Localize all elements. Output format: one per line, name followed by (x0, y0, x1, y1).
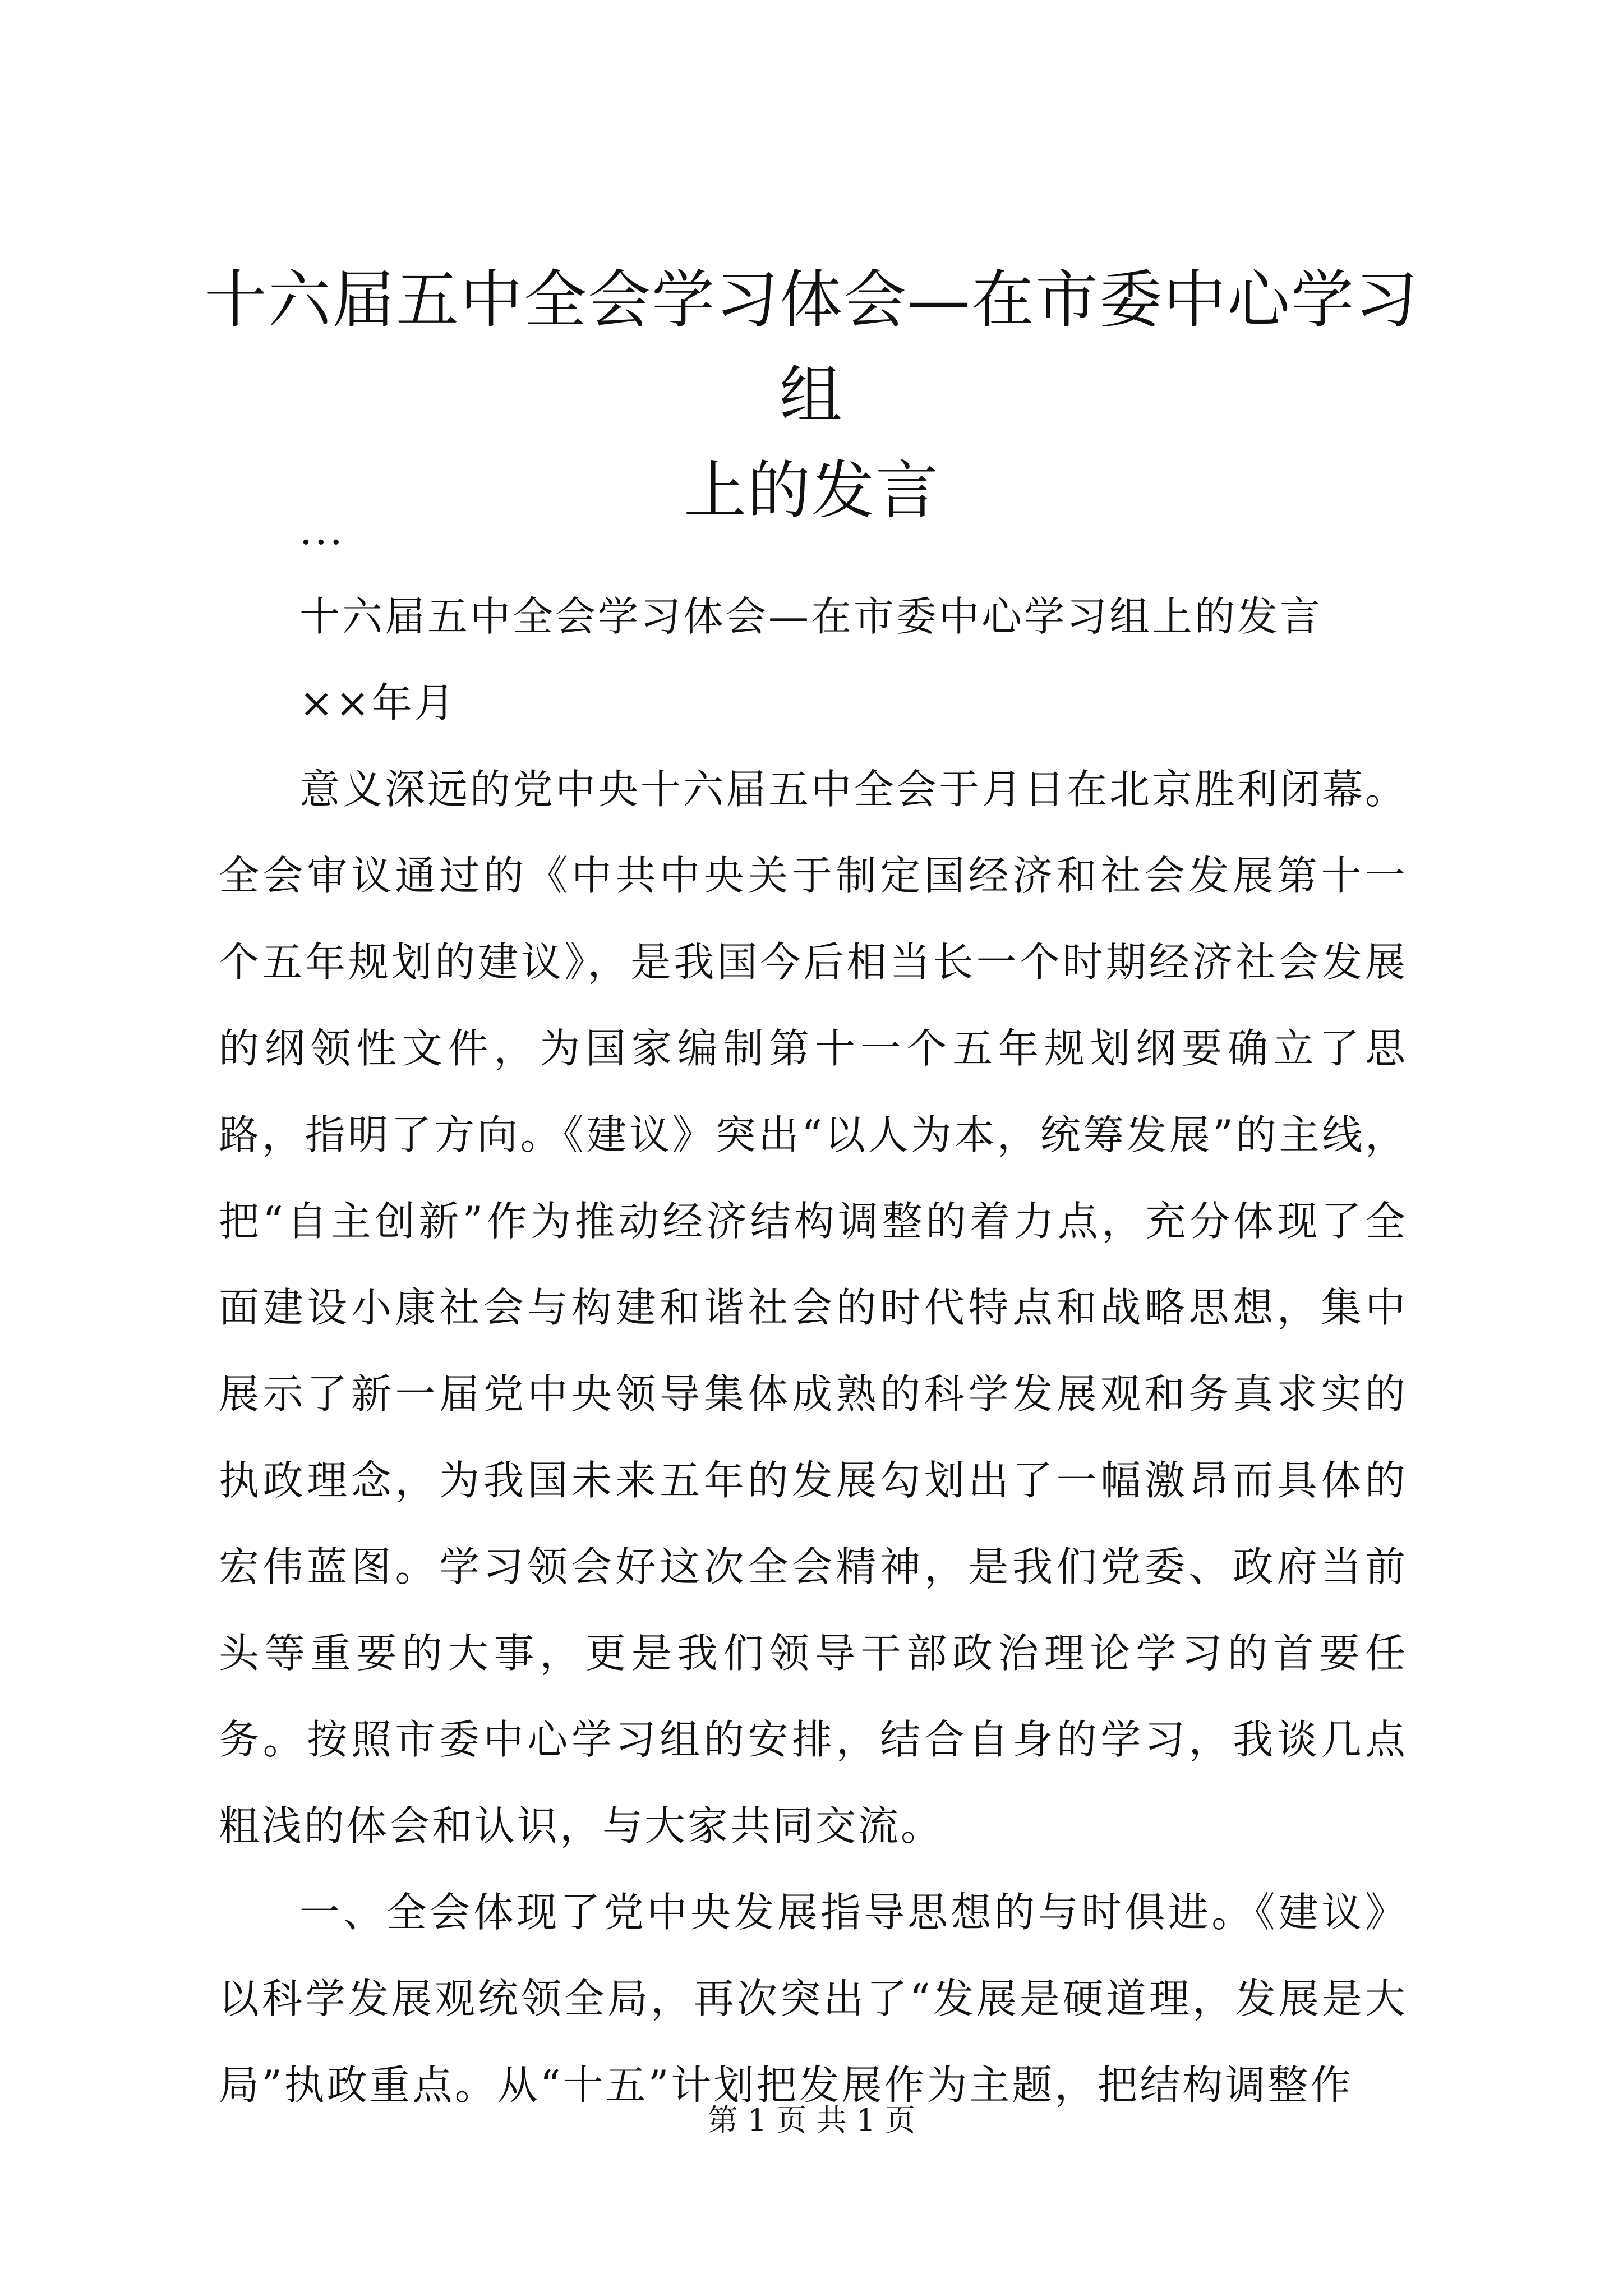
document-body (219, 487, 1408, 2128)
ellipsis-line: ... (299, 507, 345, 554)
document-date: ××年月 (299, 679, 457, 726)
paragraph-intro: 意义深远的党中央十六届五中全会于月日在北京胜利闭幕。全会审议通过的《中共中央关于制定国经济和社会发展第十一个五年规划的建议》，是我国今后相当长一个时期经济社会发展的纲领性文件，为国家编制第十一个五年规划纲要确立了思路，指明了方向。《建议》突出“以人为本，统筹发展”的主线，把“自主创新”作为推动经济结构调整的着力点，充分体现了全面建设小康社会与构建和谐社会的时代特点和战略思想，集中展示了新一届党中央领导集体成熟的科学发展观和务真求实的执政理念，为我国未来五年的发展勾划出了一幅激昂而具体的宏伟蓝图。学习领会好这次全会精神，是我们党委、政府当前头等重要的大事，更是我们领导干部政治理论学习的首要任务。按照市委中心学习组的安排，结合自身的学习，我谈几点粗浅的体会和认识，与大家共同交流。 (219, 766, 1408, 1849)
paragraph-section-one: 一、全会体现了党中央发展指导思想的与时俱进。《建议》以科学发展观统领全局，再次突出了“发展是硬道理，发展是大局”执政重点。从“十五”计划把发展作为主题，把结构调整作 (219, 1889, 1408, 2109)
title-line-1: 十六届五中全会学习体会—在市委中心学习组 (204, 264, 1419, 432)
document-subtitle: 十六届五中全会学习体会—在市委中心学习组上的发言 (299, 593, 1323, 640)
title-line-2: 上的发言 (684, 454, 939, 527)
page-footer: 第 1 页 共 1 页 (707, 2102, 916, 2138)
